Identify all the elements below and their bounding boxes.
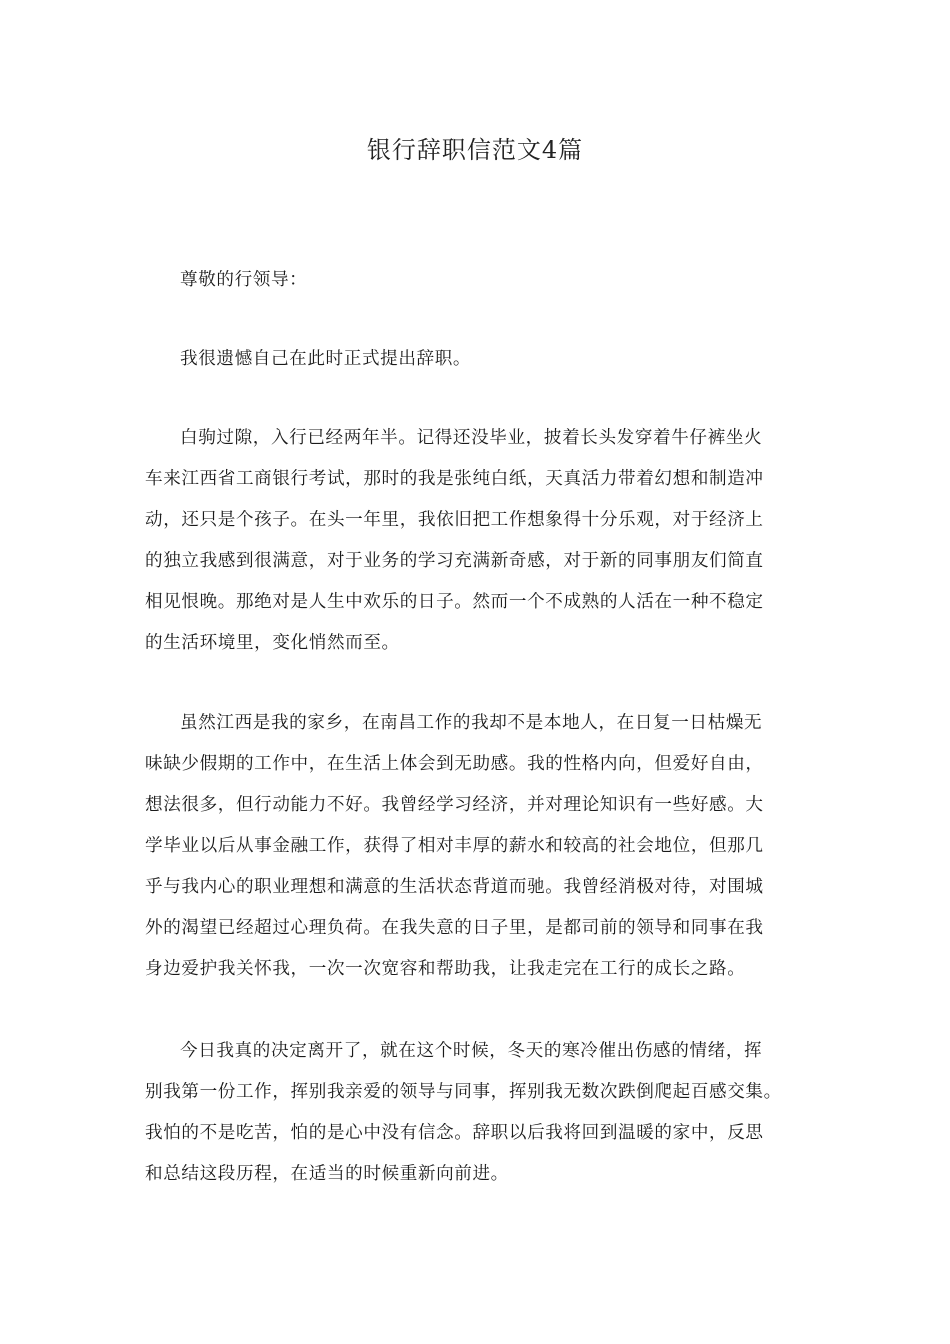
- paragraph-2-line-1: 虽然江西是我的家乡，在南昌工作的我却不是本地人，在日复一日枯燥无: [180, 713, 763, 733]
- paragraph-2-line-2: 味缺少假期的工作中，在生活上体会到无助感。我的性格内向，但爱好自由，: [145, 754, 764, 774]
- paragraph-2-line-4: 学毕业以后从事金融工作，获得了相对丰厚的薪水和较高的社会地位，但那几: [145, 836, 764, 856]
- paragraph-3-line-2: 别我第一份工作，挥别我亲爱的领导与同事，挥别我无数次跌倒爬起百感交集。: [145, 1082, 782, 1102]
- paragraph-1-line-1: 白驹过隙，入行已经两年半。记得还没毕业，披着长头发穿着牛仔裤坐火: [180, 428, 763, 448]
- paragraph-2-line-7: 身边爱护我关怀我，一次一次宽容和帮助我，让我走完在工行的成长之路。: [145, 959, 746, 979]
- paragraph-3-line-1: 今日我真的决定离开了，就在这个时候，冬天的寒冷催出伤感的情绪，挥: [180, 1041, 763, 1061]
- paragraph-1-line-5: 相见恨晚。那绝对是人生中欢乐的日子。然而一个不成熟的人活在一种不稳定: [145, 592, 764, 612]
- salutation: 尊敬的行领导：: [180, 270, 308, 290]
- opening-line: 我很遗憾自己在此时正式提出辞职。: [180, 349, 472, 369]
- paragraph-1-line-3: 动，还只是个孩子。在头一年里，我依旧把工作想象得十分乐观，对于经济上: [145, 510, 764, 530]
- paragraph-2-line-5: 乎与我内心的职业理想和满意的生活状态背道而驰。我曾经消极对待，对围城: [145, 877, 764, 897]
- paragraph-1-line-2: 车来江西省工商银行考试，那时的我是张纯白纸，天真活力带着幻想和制造冲: [145, 469, 764, 489]
- document-title: 银行辞职信范文4篇: [366, 136, 584, 164]
- paragraph-3-line-3: 我怕的不是吃苦，怕的是心中没有信念。辞职以后我将回到温暖的家中，反思: [145, 1123, 764, 1143]
- paragraph-1-line-4: 的独立我感到很满意，对于业务的学习充满新奇感，对于新的同事朋友们简直: [145, 551, 764, 571]
- paragraph-2-line-6: 外的渴望已经超过心理负荷。在我失意的日子里，是都司前的领导和同事在我: [145, 918, 764, 938]
- paragraph-2-line-3: 想法很多，但行动能力不好。我曾经学习经济，并对理论知识有一些好感。大: [145, 795, 764, 815]
- paragraph-1-line-6: 的生活环境里，变化悄然而至。: [145, 633, 400, 653]
- paragraph-3-line-4: 和总结这段历程，在适当的时候重新向前进。: [145, 1164, 509, 1184]
